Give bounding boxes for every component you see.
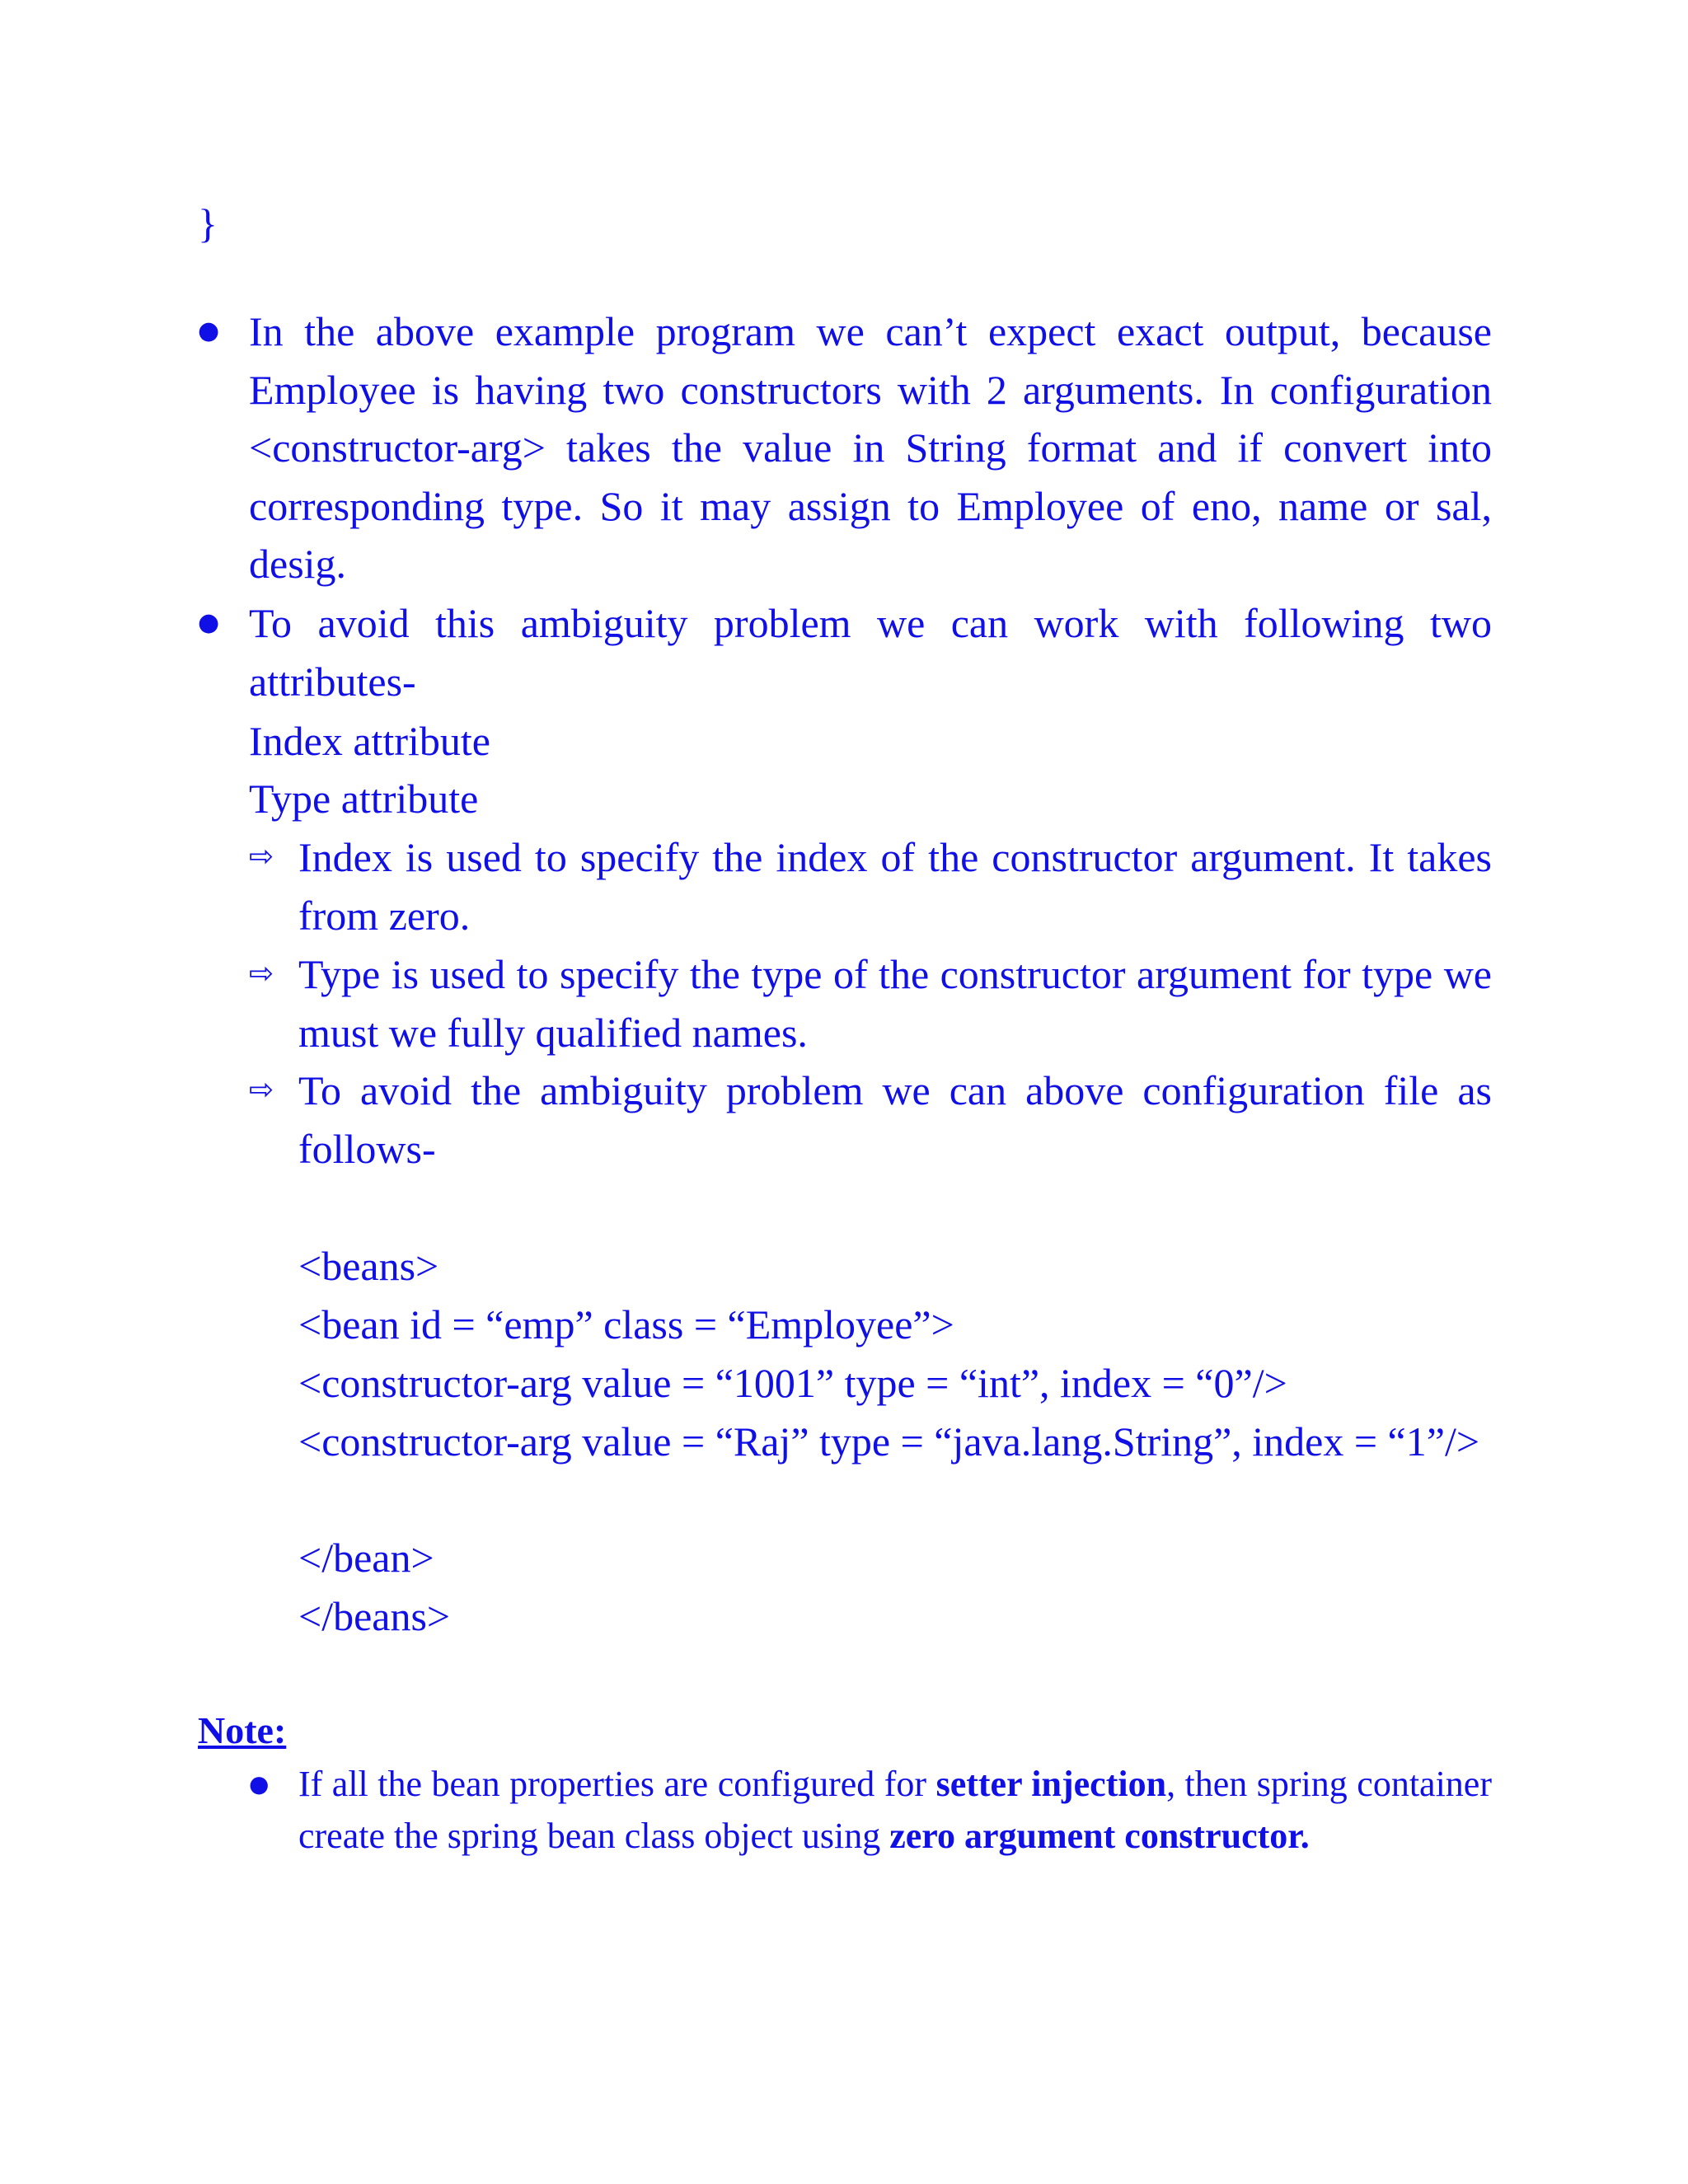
type-attribute-line: Type attribute bbox=[249, 776, 479, 822]
arrow-list-item bbox=[249, 828, 1492, 944]
closing-brace: } bbox=[198, 200, 218, 246]
note-emphasis-zero-argument-constructor: zero argument constructor. bbox=[889, 1815, 1310, 1856]
code-line: <bean id = “emp” class = “Employee”> bbox=[298, 1301, 954, 1347]
note-heading: Note: bbox=[198, 1709, 287, 1751]
code-line: </bean> bbox=[298, 1535, 434, 1581]
note-text-part: If all the bean properties are configured for bbox=[298, 1764, 936, 1804]
index-attribute-line: Index attribute bbox=[249, 718, 490, 764]
note-list-item bbox=[249, 1759, 1492, 1862]
note-emphasis-setter-injection: setter injection bbox=[935, 1764, 1167, 1804]
bullet-dot-icon: ● bbox=[198, 316, 220, 345]
arrow-item-text: To avoid the ambiguity problem we can above configuration file as follows- bbox=[298, 1067, 1492, 1172]
arrow-list-item bbox=[249, 945, 1492, 1062]
code-line: <constructor-arg value = “Raj” type = “java.lang.String”, index = “1”/> bbox=[298, 1418, 1480, 1465]
note-text-part: , then spring container create the spring bean class object using bbox=[298, 1764, 1492, 1856]
arrow-list-item bbox=[249, 1062, 1492, 1178]
code-line: </beans> bbox=[298, 1593, 451, 1639]
bullet-text: To avoid this ambiguity problem we can work with following two attributes- bbox=[249, 600, 1492, 705]
bullet-dot-icon: ● bbox=[198, 608, 220, 637]
arrow-right-icon: ⇨ bbox=[249, 957, 274, 991]
bullet-text: In the above example program we can’t expect exact output, because Employee is having two constructors with 2 arguments. In configuration <constructor-arg> takes the value in String format and if convert into corresponding type. So it may assign to Employee of eno, name or sal, desig. bbox=[249, 308, 1492, 587]
arrow-right-icon: ⇨ bbox=[249, 1073, 274, 1107]
bullet-item bbox=[198, 594, 1492, 710]
code-line: <constructor-arg value = “1001” type = “int”, index = “0”/> bbox=[298, 1360, 1287, 1406]
note-text bbox=[298, 1759, 1492, 1862]
arrow-right-icon: ⇨ bbox=[249, 840, 274, 874]
arrow-item-text: Index is used to specify the index of the constructor argument. It takes from zero. bbox=[298, 834, 1492, 939]
arrow-item-text: Type is used to specify the type of the constructor argument for type we must we fully qualified names. bbox=[298, 951, 1492, 1056]
bullet-item bbox=[198, 302, 1492, 593]
code-line: <beans> bbox=[298, 1243, 439, 1289]
bullet-dot-icon: ● bbox=[249, 1770, 270, 1797]
